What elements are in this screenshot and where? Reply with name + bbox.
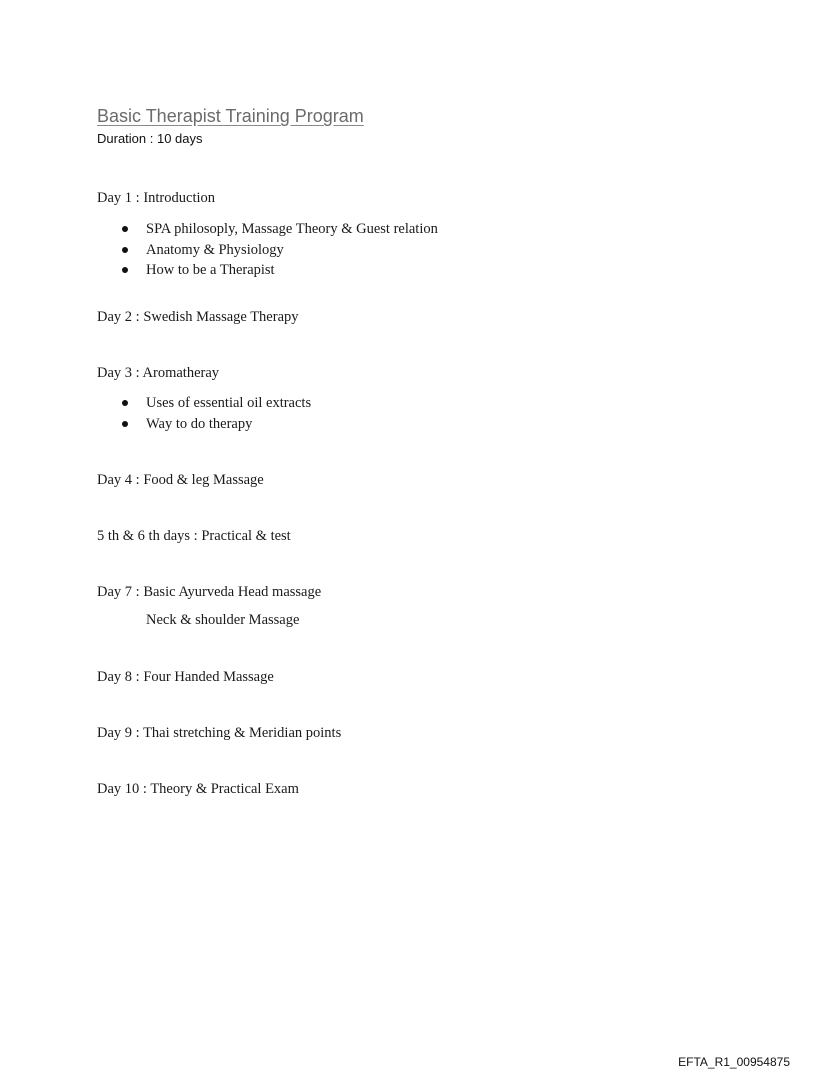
day-7-heading xyxy=(97,582,321,602)
day-topic: Practical & test xyxy=(201,528,291,544)
list-item xyxy=(97,260,438,281)
day-5-6-heading xyxy=(97,526,291,546)
day-topic: Theory & Practical Exam xyxy=(150,781,299,797)
list-item-text: Way to do therapy xyxy=(146,415,253,432)
day-topic: Thai stretching & Meridian points xyxy=(143,725,342,741)
day-label: 5 th & 6 th days xyxy=(97,528,191,544)
day-separator: : xyxy=(132,472,144,488)
document-id: EFTA_R1_00954875 xyxy=(678,1055,790,1069)
day-topic: Four Handed Massage xyxy=(143,669,274,685)
day-label: Day 2 xyxy=(97,309,133,325)
list-item xyxy=(97,414,311,435)
day-label: Day 4 xyxy=(97,472,133,488)
day-label: Day 1 xyxy=(97,190,133,206)
day-label: Day 10 xyxy=(97,781,140,797)
day-4-heading xyxy=(97,470,264,490)
list-item xyxy=(97,393,311,414)
day-separator: : xyxy=(190,528,202,544)
day-separator: : xyxy=(132,365,143,381)
day-1-bullet-list xyxy=(97,219,438,281)
list-item-text: SPA philosoply, Massage Theory & Guest relation xyxy=(146,221,438,237)
day-label: Day 9 xyxy=(97,725,133,741)
day-8-heading xyxy=(97,667,274,687)
list-item-text: Uses of essential oil extracts xyxy=(146,395,312,411)
day-3-bullet-list xyxy=(97,393,311,434)
day-separator: : xyxy=(139,781,151,797)
bullet-icon xyxy=(122,247,128,253)
list-item xyxy=(97,219,438,240)
day-label: Day 7 xyxy=(97,584,133,600)
day-label: Day 3 xyxy=(97,365,133,381)
day-separator: : xyxy=(132,584,144,600)
list-item-text: How to be a Therapist xyxy=(146,262,275,278)
day-topic: Food & leg Massage xyxy=(143,472,264,488)
day-label: Day 8 xyxy=(97,669,133,685)
bullet-icon xyxy=(122,226,128,232)
day-separator: : xyxy=(132,669,144,685)
day-2-heading xyxy=(97,307,299,327)
bullet-icon xyxy=(122,267,128,273)
day-7-continuation: Neck & shoulder Massage xyxy=(146,612,300,628)
day-10-heading xyxy=(97,779,299,799)
day-1-heading xyxy=(97,188,215,208)
day-topic: Swedish Massage Therapy xyxy=(143,309,299,325)
bullet-icon xyxy=(122,421,128,427)
day-separator: : xyxy=(132,309,144,325)
day-topic: Introduction xyxy=(143,190,216,206)
list-item-text: Anatomy & Physiology xyxy=(146,241,284,258)
day-topic: Basic Ayurveda Head massage xyxy=(143,584,322,600)
duration-text: Duration : 10 days xyxy=(97,131,203,146)
day-9-heading xyxy=(97,723,341,743)
bullet-icon xyxy=(122,400,128,406)
day-3-heading xyxy=(97,363,219,383)
day-topic: Aromatheray xyxy=(142,365,220,381)
list-item xyxy=(97,240,438,261)
document-page xyxy=(97,104,777,150)
day-separator: : xyxy=(132,725,144,741)
day-separator: : xyxy=(132,190,144,206)
document-title: Basic Therapist Training Program xyxy=(97,106,364,126)
